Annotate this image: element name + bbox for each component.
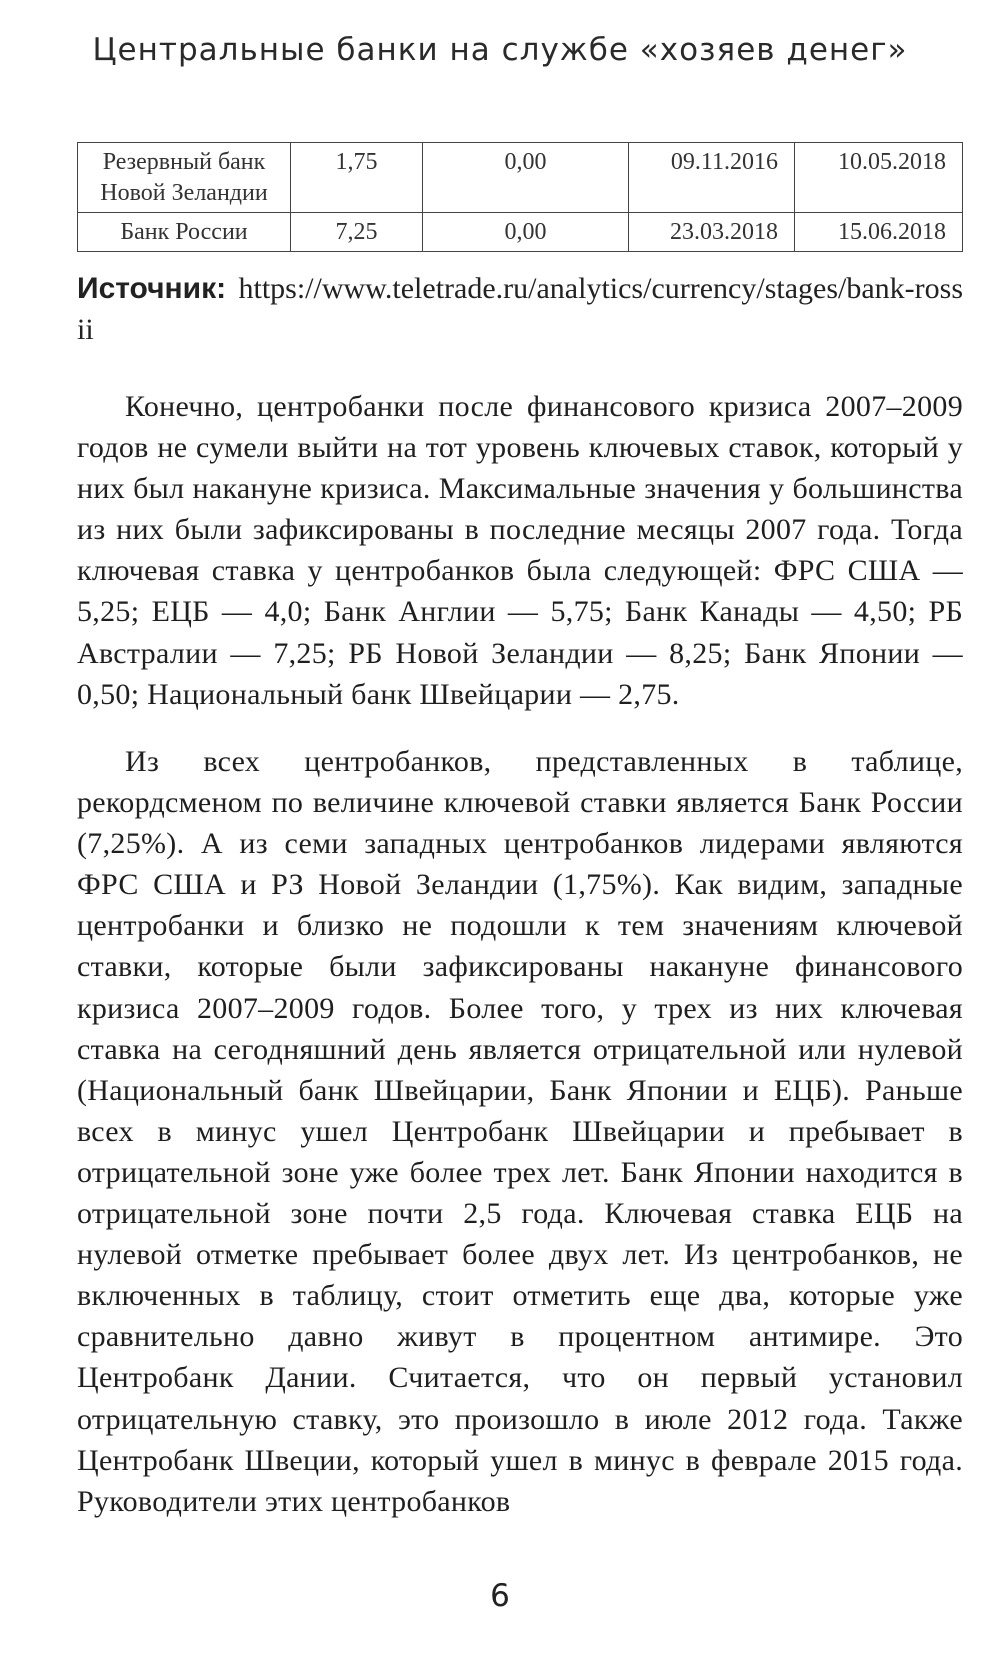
table-cell-date-next: 15.06.2018 bbox=[795, 213, 963, 252]
table-cell-date-next: 10.05.2018 bbox=[795, 143, 963, 213]
source-url[interactable]: https://www.teletrade.ru/analytics/currency/stages/bank-rossii bbox=[77, 272, 963, 346]
table-cell-change: 0,00 bbox=[423, 143, 629, 213]
paragraph-2: Из всех центробанков, представленных в таблице, рекордсменом по величине ключевой ставки является Банк России (7,25%). А из семи западных центробанков лидерами являются ФРС США и РЗ Новой Зеландии (1,75%). Как видим, западные центробанки и близко не подошли к тем значениям ключевой ставки, которые были зафиксированы накануне финансового кризиса 2007–2009 годов. Более того, у трех из них ключевая ставка на сегодняшний день является отрицательной или нулевой (Национальный банк Швейцарии, Банк Японии и ЕЦБ). Раньше всех в минус ушел Центробанк Швейцарии и пребывает в отрицательной зоне уже более трех лет. Банк Японии находится в отрицательной зоне почти 2,5 года. Ключевая ставка ЕЦБ на нулевой отметке пребывает более двух лет. Из центробанков, не включенных в таблицу, стоит отметить еще два, которые уже сравнительно давно живут в процентном антимире. Это Центробанк Дании. Считается, что он первый установил отрицательную ставку, это произошло в июле 2012 года. Также Центробанк Швеции, который ушел в минус в феврале 2015 года. Руководители этих центробанков bbox=[77, 745, 963, 1518]
table-cell-date-prev: 09.11.2016 bbox=[629, 143, 795, 213]
table-cell-change: 0,00 bbox=[423, 213, 629, 252]
source-label: Источник: bbox=[77, 272, 227, 305]
table-row bbox=[78, 143, 963, 213]
source-line bbox=[77, 268, 963, 350]
table-cell-date-prev: 23.03.2018 bbox=[629, 213, 795, 252]
table-row bbox=[78, 213, 963, 252]
page-number: 6 bbox=[490, 1578, 510, 1614]
paragraph-1: Конечно, центробанки после финансового кризиса 2007–2009 годов не сумели выйти на тот уровень ключевых ставок, который у них был накануне кризиса. Максимальные значения у большинства из них были зафиксированы в последние месяцы 2007 года. Тогда ключевая ставка у центробанков была следующей: ФРС США — 5,25; ЕЦБ — 4,0; Банк Англии — 5,75; Банк Канады — 4,50; РБ Австралии — 7,25; РБ Новой Зеландии — 8,25; Банк Японии — 0,50; Национальный банк Швейцарии — 2,75. bbox=[77, 390, 963, 711]
rates-table bbox=[77, 142, 963, 252]
table-cell-rate: 1,75 bbox=[291, 143, 423, 213]
table-cell-bank: Банк России bbox=[78, 213, 291, 252]
running-header: Центральные банки на службе «хозяев денег» bbox=[92, 32, 908, 68]
table-cell-bank: Резервный банк Новой Зеландии bbox=[78, 143, 291, 213]
table-cell-rate: 7,25 bbox=[291, 213, 423, 252]
